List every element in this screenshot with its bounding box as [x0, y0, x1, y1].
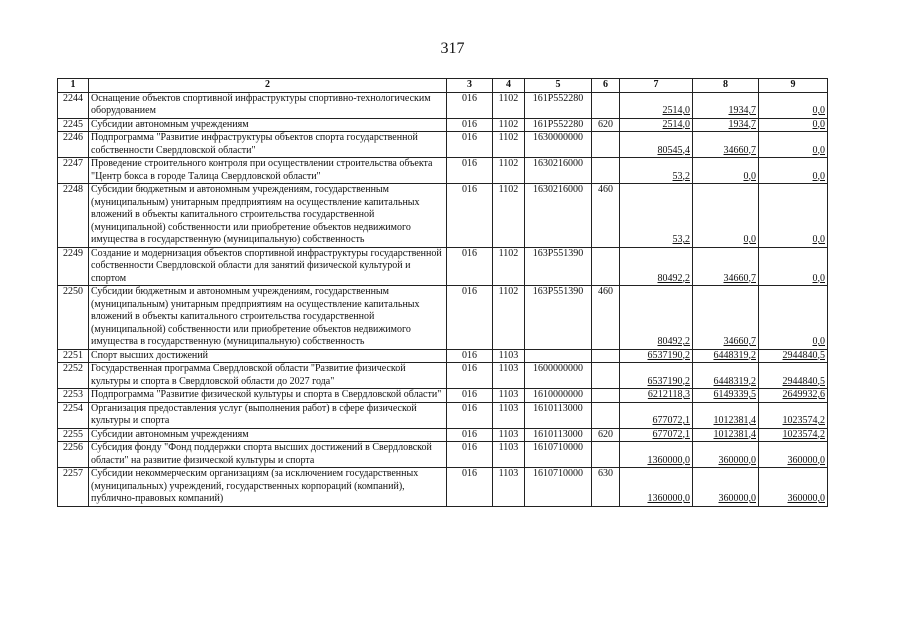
row-number: 2247	[58, 158, 89, 184]
section-code: 1103	[493, 402, 525, 428]
row-number: 2245	[58, 118, 89, 132]
amount-col-8	[693, 118, 759, 132]
amount-col-9-value: 2649932,6	[782, 389, 825, 400]
ministry-code: 016	[447, 158, 493, 184]
amount-col-7-value: 2514,0	[662, 118, 690, 130]
section-code: 1102	[493, 184, 525, 248]
amount-col-9-value: 360000,0	[787, 454, 825, 466]
row-number: 2254	[58, 402, 89, 428]
column-header: 2	[89, 79, 447, 93]
amount-col-8	[693, 184, 759, 248]
amount-col-7-value: 6537190,2	[647, 349, 690, 361]
amount-col-9	[759, 349, 828, 363]
amount-col-7-value: 677072,1	[652, 415, 690, 426]
row-number: 2244	[58, 92, 89, 118]
table-row	[58, 349, 828, 363]
amount-col-7-value: 80492,2	[657, 272, 690, 284]
row-name: Организация предоставления услуг (выполнения работ) в сфере физической культуры и спорта	[89, 402, 447, 428]
ministry-code: 016	[447, 363, 493, 389]
amount-col-7	[620, 286, 693, 350]
amount-col-8-value: 0,0	[743, 234, 756, 245]
expense-type-code: 460	[592, 184, 620, 248]
target-article-code: 161P552280	[525, 92, 592, 118]
section-code: 1103	[493, 363, 525, 389]
amount-col-9-value: 2944840,5	[782, 349, 825, 361]
amount-col-8-value: 34660,7	[723, 336, 756, 347]
amount-col-8-value: 1934,7	[728, 105, 756, 116]
target-article-code: 163P551390	[525, 247, 592, 286]
amount-col-7	[620, 428, 693, 442]
amount-col-8	[693, 132, 759, 158]
table-row	[58, 402, 828, 428]
amount-col-8	[693, 389, 759, 403]
table-row	[58, 132, 828, 158]
amount-col-9-value: 360000,0	[787, 493, 825, 504]
budget-table	[57, 78, 828, 507]
amount-col-7	[620, 132, 693, 158]
amount-col-9-value: 0,0	[812, 118, 825, 130]
section-code: 1103	[493, 389, 525, 403]
ministry-code: 016	[447, 92, 493, 118]
amount-col-7	[620, 118, 693, 132]
row-number: 2249	[58, 247, 89, 286]
amount-col-7	[620, 442, 693, 468]
amount-col-8	[693, 286, 759, 350]
row-number: 2251	[58, 349, 89, 363]
row-name: Подпрограмма "Развитие физической культуры и спорта в Свердловской области"	[89, 389, 447, 403]
amount-col-9-value: 1023574,2	[782, 428, 825, 440]
amount-col-7-value: 6537190,2	[647, 375, 690, 387]
table-row	[58, 286, 828, 350]
amount-col-7	[620, 402, 693, 428]
amount-col-9	[759, 389, 828, 403]
expense-type-code	[592, 349, 620, 363]
row-name: Субсидии автономным учреждениям	[89, 118, 447, 132]
amount-col-9	[759, 184, 828, 248]
amount-col-8-value: 1934,7	[728, 118, 756, 130]
amount-col-8	[693, 442, 759, 468]
row-number: 2250	[58, 286, 89, 350]
amount-col-8	[693, 428, 759, 442]
target-article-code	[525, 349, 592, 363]
column-header: 4	[493, 79, 525, 93]
target-article-code: 163P551390	[525, 286, 592, 350]
amount-col-7-value: 53,2	[672, 234, 690, 245]
row-name: Субсидии бюджетным и автономным учреждениям, государственным (муниципальным) унитарным предприятиям на осуществление капитальных вложений в объекты капитального строительства государственной (муниципальной) собственности или приобретение объектов недвижимого имущества в государственную (муниципальную) собственность	[89, 286, 447, 350]
amount-col-9	[759, 286, 828, 350]
table-header-row	[58, 79, 828, 93]
amount-col-9	[759, 363, 828, 389]
target-article-code: 1630216000	[525, 158, 592, 184]
amount-col-9	[759, 158, 828, 184]
row-number: 2256	[58, 442, 89, 468]
table-row	[58, 442, 828, 468]
table-row	[58, 468, 828, 507]
amount-col-8	[693, 468, 759, 507]
amount-col-9-value: 0,0	[812, 234, 825, 245]
table-row	[58, 363, 828, 389]
row-number: 2253	[58, 389, 89, 403]
expense-type-code: 620	[592, 428, 620, 442]
table-row	[58, 92, 828, 118]
ministry-code: 016	[447, 442, 493, 468]
amount-col-9-value: 1023574,2	[782, 415, 825, 426]
table-row	[58, 184, 828, 248]
table-row	[58, 118, 828, 132]
ministry-code: 016	[447, 389, 493, 403]
ministry-code: 016	[447, 184, 493, 248]
amount-col-7	[620, 247, 693, 286]
amount-col-8	[693, 92, 759, 118]
table-row	[58, 428, 828, 442]
amount-col-7-value: 677072,1	[652, 428, 690, 440]
expense-type-code	[592, 247, 620, 286]
row-number: 2248	[58, 184, 89, 248]
amount-col-9	[759, 442, 828, 468]
target-article-code: 1610710000	[525, 442, 592, 468]
expense-type-code	[592, 92, 620, 118]
column-header: 7	[620, 79, 693, 93]
ministry-code: 016	[447, 402, 493, 428]
amount-col-7-value: 2514,0	[662, 105, 690, 116]
amount-col-9	[759, 132, 828, 158]
amount-col-8-value: 0,0	[743, 170, 756, 182]
amount-col-9-value: 0,0	[812, 272, 825, 284]
amount-col-8-value: 34660,7	[723, 144, 756, 156]
amount-col-9	[759, 402, 828, 428]
section-code: 1103	[493, 428, 525, 442]
amount-col-9	[759, 118, 828, 132]
amount-col-7	[620, 389, 693, 403]
amount-col-7-value: 6212118,3	[647, 389, 690, 400]
ministry-code: 016	[447, 132, 493, 158]
row-number: 2255	[58, 428, 89, 442]
section-code: 1103	[493, 442, 525, 468]
page-number: 317	[440, 40, 465, 57]
expense-type-code	[592, 402, 620, 428]
amount-col-9-value: 2944840,5	[782, 375, 825, 387]
column-header: 1	[58, 79, 89, 93]
column-header: 8	[693, 79, 759, 93]
ministry-code: 016	[447, 468, 493, 507]
row-number: 2246	[58, 132, 89, 158]
section-code: 1103	[493, 468, 525, 507]
section-code: 1102	[493, 247, 525, 286]
amount-col-7-value: 53,2	[672, 170, 690, 182]
amount-col-8-value: 1012381,4	[713, 428, 756, 440]
target-article-code: 1630216000	[525, 184, 592, 248]
row-name: Субсидии некоммерческим организациям (за исключением государственных (муниципальных) учреждений, государственных корпораций (компаний), публично-правовых компаний)	[89, 468, 447, 507]
amount-col-7	[620, 363, 693, 389]
row-name: Создание и модернизация объектов спортивной инфраструктуры государственной собственности Свердловской области для занятий физической культурой и спортом	[89, 247, 447, 286]
expense-type-code: 620	[592, 118, 620, 132]
target-article-code: 1610113000	[525, 428, 592, 442]
target-article-code: 1610000000	[525, 389, 592, 403]
row-number: 2257	[58, 468, 89, 507]
table-row	[58, 158, 828, 184]
expense-type-code	[592, 389, 620, 403]
target-article-code: 1610113000	[525, 402, 592, 428]
amount-col-7	[620, 184, 693, 248]
amount-col-7-value: 80492,2	[657, 336, 690, 347]
amount-col-8-value: 6448319,2	[713, 349, 756, 361]
amount-col-9	[759, 468, 828, 507]
amount-col-8-value: 360000,0	[718, 454, 756, 466]
column-header: 3	[447, 79, 493, 93]
table-row	[58, 247, 828, 286]
expense-type-code	[592, 442, 620, 468]
amount-col-7-value: 1360000,0	[647, 493, 690, 504]
section-code: 1102	[493, 286, 525, 350]
expense-type-code: 460	[592, 286, 620, 350]
column-header: 6	[592, 79, 620, 93]
amount-col-8	[693, 402, 759, 428]
amount-col-8	[693, 349, 759, 363]
ministry-code: 016	[447, 247, 493, 286]
row-name: Подпрограмма "Развитие инфраструктуры объектов спорта государственной собственности Свердловской области"	[89, 132, 447, 158]
row-number: 2252	[58, 363, 89, 389]
section-code: 1102	[493, 158, 525, 184]
amount-col-8	[693, 158, 759, 184]
target-article-code: 1630000000	[525, 132, 592, 158]
amount-col-7	[620, 468, 693, 507]
table-row	[58, 389, 828, 403]
amount-col-8	[693, 363, 759, 389]
amount-col-9-value: 0,0	[812, 170, 825, 182]
column-header: 9	[759, 79, 828, 93]
amount-col-8-value: 6448319,2	[713, 375, 756, 387]
row-name: Субсидия фонду "Фонд поддержки спорта высших достижений в Свердловской области" на развитие физической культуры и спорта	[89, 442, 447, 468]
section-code: 1102	[493, 132, 525, 158]
amount-col-9-value: 0,0	[812, 105, 825, 116]
amount-col-7	[620, 158, 693, 184]
amount-col-9	[759, 92, 828, 118]
section-code: 1102	[493, 92, 525, 118]
row-name: Государственная программа Свердловской области "Развитие физической культуры и спорта в Свердловской области до 2027 года"	[89, 363, 447, 389]
amount-col-8	[693, 247, 759, 286]
row-name: Спорт высших достижений	[89, 349, 447, 363]
section-code: 1102	[493, 118, 525, 132]
section-code: 1103	[493, 349, 525, 363]
expense-type-code	[592, 363, 620, 389]
ministry-code: 016	[447, 349, 493, 363]
ministry-code: 016	[447, 118, 493, 132]
row-name: Субсидии автономным учреждениям	[89, 428, 447, 442]
amount-col-9	[759, 428, 828, 442]
ministry-code: 016	[447, 428, 493, 442]
amount-col-7-value: 1360000,0	[647, 454, 690, 466]
target-article-code: 1600000000	[525, 363, 592, 389]
expense-type-code	[592, 158, 620, 184]
amount-col-7	[620, 92, 693, 118]
column-header: 5	[525, 79, 592, 93]
target-article-code: 1610710000	[525, 468, 592, 507]
amount-col-7-value: 80545,4	[657, 144, 690, 156]
row-name: Субсидии бюджетным и автономным учреждениям, государственным (муниципальным) унитарным предприятиям на осуществление капитальных вложений в объекты капитального строительства государственной (муниципальной) собственности или приобретение объектов недвижимого имущества в государственную (муниципальную) собственность	[89, 184, 447, 248]
amount-col-8-value: 6149339,5	[713, 389, 756, 400]
amount-col-8-value: 360000,0	[718, 493, 756, 504]
amount-col-8-value: 34660,7	[723, 272, 756, 284]
row-name: Оснащение объектов спортивной инфраструктуры спортивно-технологическим оборудованием	[89, 92, 447, 118]
row-name: Проведение строительного контроля при осуществлении строительства объекта "Центр бокса в городе Талица Свердловской области"	[89, 158, 447, 184]
amount-col-7	[620, 349, 693, 363]
amount-col-8-value: 1012381,4	[713, 415, 756, 426]
amount-col-9-value: 0,0	[812, 144, 825, 156]
target-article-code: 161P552280	[525, 118, 592, 132]
amount-col-9	[759, 247, 828, 286]
expense-type-code	[592, 132, 620, 158]
amount-col-9-value: 0,0	[812, 336, 825, 347]
ministry-code: 016	[447, 286, 493, 350]
expense-type-code: 630	[592, 468, 620, 507]
